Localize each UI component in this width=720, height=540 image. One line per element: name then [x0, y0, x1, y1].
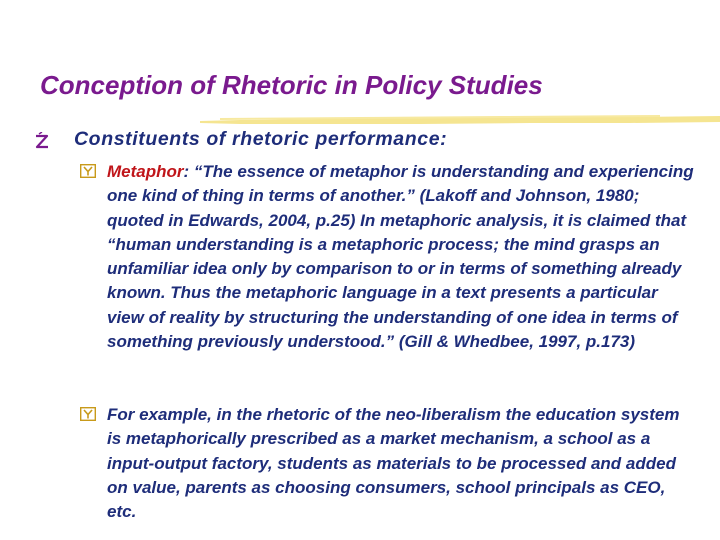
main-bullet-text: Constituents of rhetoric performance: [74, 128, 448, 150]
term-metaphor: Metaphor [107, 162, 184, 181]
z-bullet-icon [34, 132, 50, 150]
slide-title: Conception of Rhetoric in Policy Studies [40, 70, 543, 100]
metaphor-definition: : “The essence of metaphor is understanding and experiencing one kind of thing in terms of another.” (Lakoff and Johnson, 1980; quoted in Edwards, 2004, p.25) In metaphoric analysis, it is claimed that “human understanding is a metaphoric process; the mind grasps an unfamiliar idea only by comparison to or in terms of something already known. Thus the metaphoric language in a text presents a particular view of reality by structuring the understanding of one idea in terms of something previously understood.” (Gill & Whedbee, 1997, p.173) [107, 162, 694, 352]
sub-bullet-example-text: For example, in the rhetoric of the neo-liberalism the education system is metaphorically prescribed as a market mechanism, a school as a input-output factory, students as materials to be processed and added on value, parents as choosing consumers, school principals as CEO, etc. [107, 405, 680, 522]
title-underline [200, 112, 720, 126]
y-bullet-icon [80, 407, 96, 421]
y-bullet-icon [80, 164, 96, 178]
sub-bullet-metaphor-text [107, 160, 697, 354]
